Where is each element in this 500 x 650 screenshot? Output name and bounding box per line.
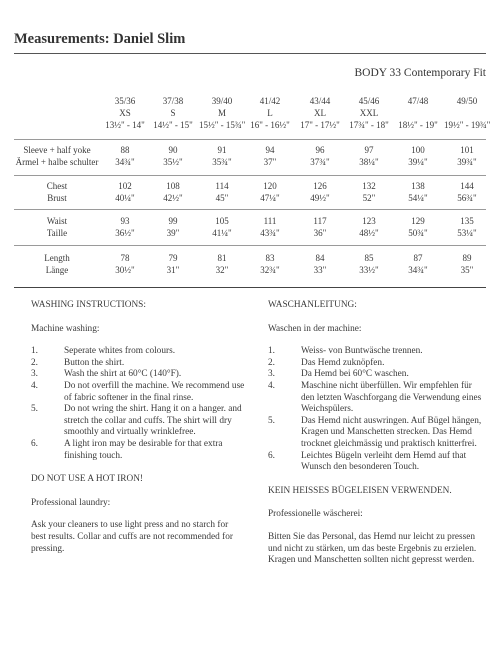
- list-item: [268, 358, 482, 370]
- step-number: 1.: [31, 346, 38, 357]
- value-cm: 138: [411, 181, 425, 191]
- step-text: Das Hemd zuknöpfen.: [301, 357, 385, 368]
- value-cm: 108: [166, 181, 180, 191]
- measurement-label-de: Ärmel + halbe schulter: [15, 157, 99, 167]
- machine-washing-heading: Machine washing:: [31, 323, 100, 334]
- value-inch: 35½": [163, 157, 183, 167]
- size-label: L: [267, 108, 273, 118]
- size-eu: 37/38: [162, 96, 184, 106]
- measurement-label-de: Länge: [45, 265, 69, 275]
- value-cm: 94: [265, 145, 275, 155]
- value-cm: 87: [413, 253, 423, 263]
- measurement-label-de: Brust: [47, 193, 67, 203]
- list-item: [31, 404, 245, 439]
- step-number: 1.: [268, 346, 275, 357]
- size-eu: 45/46: [358, 96, 380, 106]
- value-cm: 99: [168, 216, 178, 226]
- step-number: 6.: [31, 438, 38, 449]
- value-inch: 33": [313, 265, 327, 275]
- value-inch: 30½": [115, 265, 135, 275]
- value-inch: 52": [362, 193, 376, 203]
- hot-iron-warning: KEIN HEISSES BÜGELEISEN VERWENDEN.: [268, 485, 452, 496]
- size-label: XXL: [359, 108, 379, 118]
- size-inch: 14½" - 15": [153, 120, 193, 130]
- step-text: Weiss- von Buntwäsche trennen.: [301, 346, 423, 357]
- page-title: Measurements: Daniel Slim: [14, 31, 186, 47]
- table-divider: [14, 245, 486, 246]
- size-label: XS: [119, 108, 131, 118]
- value-inch: 47¼": [260, 193, 280, 203]
- list-item: [268, 346, 482, 358]
- step-text: Leichtes Bügeln verleiht dem Hemd auf that Wunsch den besonderen Touch.: [301, 450, 467, 473]
- value-inch: 37": [263, 157, 277, 167]
- professional-laundry-text: Ask your cleaners to use light press and no starch for best results. Collar and cuffs are not recommended for pressing.: [31, 520, 233, 554]
- machine-washing-heading: Waschen in der machine:: [268, 323, 362, 334]
- value-inch: 33½": [359, 265, 379, 275]
- list-item: [268, 416, 482, 451]
- value-inch: 50¾": [408, 228, 428, 238]
- value-inch: 38¼": [359, 157, 379, 167]
- value-cm: 120: [263, 181, 277, 191]
- value-cm: 83: [265, 253, 275, 263]
- value-cm: 102: [118, 181, 132, 191]
- size-label: XL: [314, 108, 326, 118]
- instructions-heading: WASCHANLEITUNG:: [268, 300, 357, 310]
- measurement-label-en: Waist: [46, 216, 68, 226]
- value-cm: 85: [364, 253, 374, 263]
- value-cm: 126: [313, 181, 327, 191]
- value-inch: 39¼": [408, 157, 428, 167]
- step-text: Do not wring the shirt. Hang it on a hanger. and stretch the collar and cuffs. The shirt will dry smoothly and virtually wrinklefree.: [64, 404, 242, 438]
- value-inch: 40¼": [115, 193, 135, 203]
- step-text: Das Hemd nicht auswringen. Auf Bügel hängen, Kragen und Manschetten strecken. Das Hemd trocknet gleichmässig und praktisch knitterfrei.: [301, 415, 482, 449]
- washing-steps: [31, 346, 245, 462]
- value-inch: 32": [215, 265, 229, 275]
- list-item: [268, 381, 482, 416]
- table-divider: [14, 209, 486, 210]
- value-cm: 129: [411, 216, 425, 226]
- size-inch: 18½" - 19": [398, 120, 438, 130]
- value-cm: 91: [217, 145, 227, 155]
- value-cm: 100: [411, 145, 425, 155]
- value-cm: 144: [460, 181, 474, 191]
- value-inch: 35¾": [212, 157, 232, 167]
- fit-name: BODY 33 Contemporary Fit: [354, 67, 486, 79]
- size-inch: 16" - 16½": [250, 120, 290, 130]
- list-item: [31, 346, 245, 358]
- size-inch: 17" - 17½": [300, 120, 340, 130]
- value-inch: 41¼": [212, 228, 232, 238]
- size-eu: 49/50: [456, 96, 478, 106]
- list-item: [31, 439, 245, 462]
- step-number: 5.: [268, 415, 275, 426]
- step-number: 2.: [31, 357, 38, 368]
- step-number: 5.: [31, 404, 38, 415]
- step-text: Wash the shirt at 60°C (140°F).: [64, 369, 182, 380]
- value-inch: 49½": [310, 193, 330, 203]
- value-inch: 31": [166, 265, 180, 275]
- value-cm: 111: [263, 216, 277, 226]
- title-rule: [14, 53, 486, 54]
- list-item: [31, 369, 245, 381]
- value-cm: 117: [313, 216, 327, 226]
- value-inch: 34¾": [115, 157, 135, 167]
- value-inch: 43¾": [260, 228, 280, 238]
- step-number: 6.: [268, 450, 275, 461]
- value-inch: 39": [166, 228, 180, 238]
- step-number: 3.: [31, 369, 38, 380]
- size-inch: 17¾" - 18": [349, 120, 389, 130]
- value-cm: 79: [168, 253, 178, 263]
- list-item: [268, 451, 482, 474]
- section-rule: [14, 287, 486, 288]
- step-text: Da Hemd bei 60°C waschen.: [301, 369, 409, 380]
- value-cm: 81: [217, 253, 227, 263]
- value-inch: 32¾": [260, 265, 280, 275]
- professional-laundry-text: Bitten Sie das Personal, das Hemd nur leicht zu pressen und nicht zu stärken, um das beste Ergebnis zu erzielen. Kragen und Manschetten sollten nicht gepresst werden.: [268, 531, 477, 566]
- step-text: Button the shirt.: [64, 357, 125, 368]
- value-inch: 53¼": [457, 228, 477, 238]
- professional-laundry-heading: Professionelle wäscherei:: [268, 509, 363, 520]
- value-cm: 105: [215, 216, 229, 226]
- value-inch: 54¼": [408, 193, 428, 203]
- value-inch: 37¾": [310, 157, 330, 167]
- value-inch: 36½": [115, 228, 135, 238]
- step-text: Maschine nicht überfüllen. Wir empfehlen für den letzten Waschforgang die Verwendung eines Weichspülers.: [301, 380, 482, 415]
- step-text: A light iron may be desirable for that extra finishing touch.: [64, 438, 223, 461]
- instructions-heading: WASHING INSTRUCTIONS:: [31, 300, 146, 310]
- value-inch: 48½": [359, 228, 379, 238]
- list-item: [268, 369, 482, 381]
- step-text: Seperate whites from colours.: [64, 346, 176, 357]
- step-text: Do not overfill the machine. We recommend use of fabric softener in the final rinse.: [64, 380, 245, 403]
- value-cm: 96: [315, 145, 325, 155]
- measurement-label-de: Taille: [46, 228, 68, 238]
- size-inch: 15½" - 15¾": [199, 120, 246, 130]
- value-cm: 114: [215, 181, 229, 191]
- value-cm: 84: [315, 253, 325, 263]
- value-inch: 35": [460, 265, 474, 275]
- value-cm: 78: [120, 253, 130, 263]
- value-cm: 132: [362, 181, 376, 191]
- value-inch: 56¾": [457, 193, 477, 203]
- value-cm: 90: [168, 145, 178, 155]
- table-divider: [14, 139, 486, 140]
- hot-iron-warning: DO NOT USE A HOT IRON!: [31, 474, 143, 485]
- value-inch: 34¾": [408, 265, 428, 275]
- size-label: M: [217, 108, 226, 118]
- washing-instructions-de: [268, 300, 482, 567]
- washing-instructions-en: [31, 300, 245, 555]
- step-number: 3.: [268, 369, 275, 380]
- value-cm: 88: [120, 145, 130, 155]
- size-eu: 43/44: [309, 96, 331, 106]
- value-cm: 97: [364, 145, 374, 155]
- value-inch: 36": [313, 228, 327, 238]
- measurement-label-en: Length: [44, 253, 70, 263]
- step-number: 2.: [268, 357, 275, 368]
- step-number: 4.: [31, 380, 38, 391]
- size-eu: 47/48: [407, 96, 429, 106]
- size-inch: 19½" - 19¾": [444, 120, 491, 130]
- step-number: 4.: [268, 380, 275, 391]
- size-eu: 35/36: [114, 96, 136, 106]
- size-inch: 13½" - 14": [105, 120, 145, 130]
- value-cm: 93: [120, 216, 130, 226]
- measurement-label-en: Chest: [46, 181, 68, 191]
- value-inch: 39¾": [457, 157, 477, 167]
- list-item: [31, 381, 245, 404]
- list-item: [31, 358, 245, 370]
- value-cm: 135: [460, 216, 474, 226]
- value-inch: 45": [215, 193, 229, 203]
- size-eu: 41/42: [259, 96, 281, 106]
- value-cm: 123: [362, 216, 376, 226]
- size-label: S: [170, 108, 176, 118]
- value-inch: 42½": [163, 193, 183, 203]
- measurement-label-en: Sleeve + half yoke: [23, 145, 91, 155]
- professional-laundry-heading: Professional laundry:: [31, 497, 111, 508]
- washing-steps: [268, 346, 482, 474]
- value-cm: 101: [460, 145, 474, 155]
- size-eu: 39/40: [211, 96, 233, 106]
- table-divider: [14, 175, 486, 176]
- value-cm: 89: [462, 253, 472, 263]
